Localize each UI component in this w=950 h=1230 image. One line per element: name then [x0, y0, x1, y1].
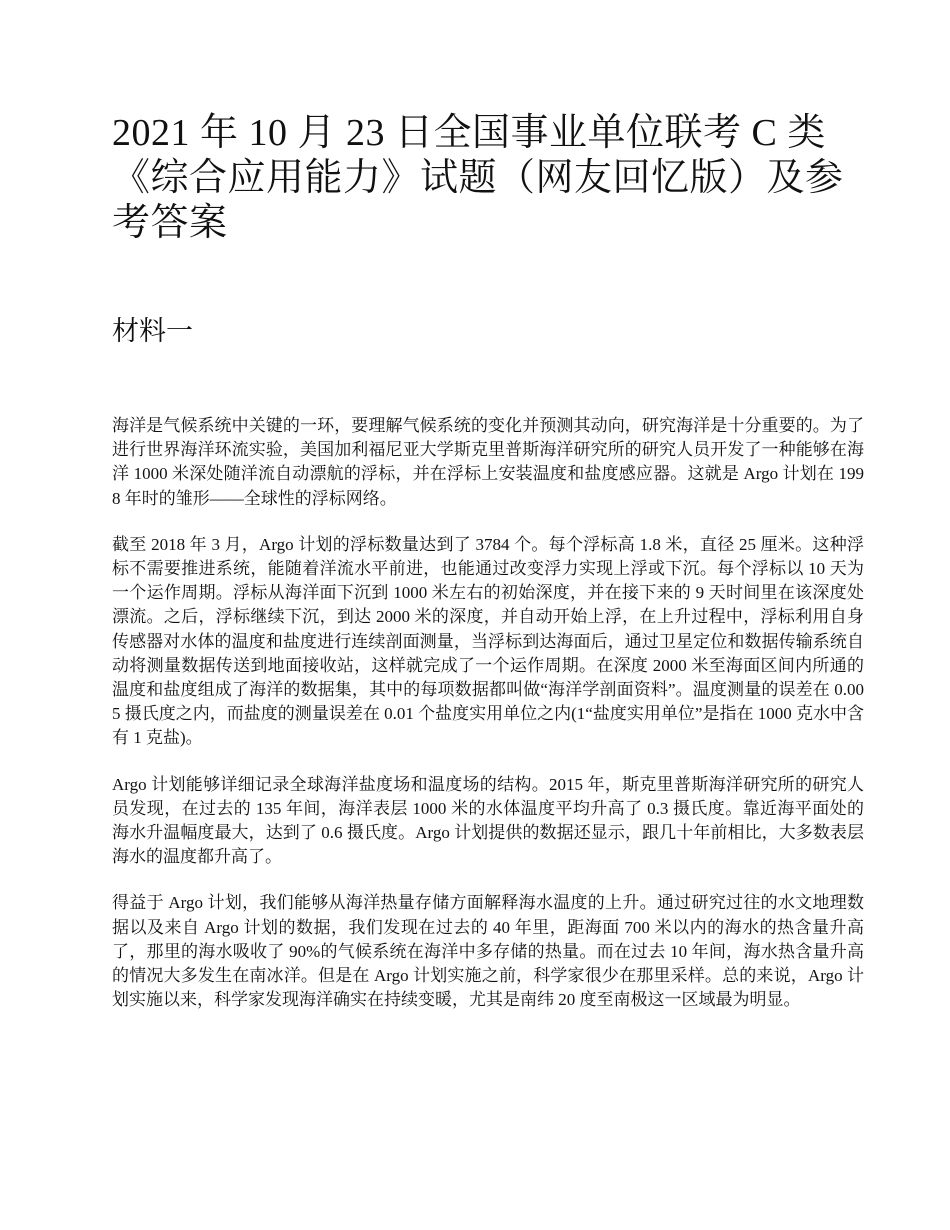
document-body — [112, 414, 864, 1034]
paragraph-2: 截至 2018 年 3 月，Argo 计划的浮标数量达到了 3784 个。每个浮标高 1.8 米，直径 25 厘米。这种浮标不需要推进系统，能随着洋流水平前进，也能通过改变浮力实现上浮或下沉。每个浮标以 10 天为一个运作周期。浮标从海洋面下沉到 1000 米左右的初始深度，并在接下来的 9 天时间里在该深度处漂流。之后，浮标继续下沉，到达 2000 米的深度，并自动开始上浮，在上升过程中，浮标利用自身传感器对水体的温度和盐度进行连续剖面测量，当浮标到达海面后，通过卫星定位和数据传输系统自动将测量数据传送到地面接收站，这样就完成了一个运作周期。在深度 2000 米至海面区间内所通的温度和盐度组成了海洋的数据集，其中的每项数据都叫做“海洋学剖面资料”。温度测量的误差在 0.005 摄氏度之内，而盐度的测量误差在 0.01 个盐度实用单位之内(1“盐度实用单位”是指在 1000 克水中含有 1 克盐)。 — [112, 534, 864, 748]
paragraph-4: 得益于 Argo 计划，我们能够从海洋热量存储方面解释海水温度的上升。通过研究过往的水文地理数据以及来自 Argo 计划的数据，我们发现在过去的 40 年里，距海面 700 米以内的海水的热含量升高了，那里的海水吸收了 90%的气候系统在海洋中多存储的热量。而在过去 10 年间，海水热含量升高的情况大多发生在南冰洋。但是在 Argo 计划实施之前，科学家很少在那里采样。总的来说，Argo 计划实施以来，科学家发现海洋确实在持续变暖，尤其是南纬 20 度至南极这一区域最为明显。 — [112, 893, 864, 1010]
paragraph-1: 海洋是气候系统中关键的一环，要理解气候系统的变化并预测其动向，研究海洋是十分重要的。为了进行世界海洋环流实验，美国加利福尼亚大学斯克里普斯海洋研究所的研究人员开发了一种能够在海洋 1000 米深处随洋流自动漂航的浮标，并在浮标上安装温度和盐度感应器。这就是 Argo 计划在 1998 年时的雏形——全球性的浮标网络。 — [112, 416, 864, 508]
paragraph-3: Argo 计划能够详细记录全球海洋盐度场和温度场的结构。2015 年，斯克里普斯海洋研究所的研究人员发现，在过去的 135 年间，海洋表层 1000 米的水体温度平均升高了 0.3 摄氏度。靠近海平面处的海水升温幅度最大，达到了 0.6 摄氏度。Argo 计划提供的数据还显示，跟几十年前相比，大多数表层海水的温度都升高了。 — [112, 774, 864, 867]
section-heading: 材料一 — [112, 316, 193, 346]
document-title: 2021 年 10 月 23 日全国事业单位联考 C 类《综合应用能力》试题（网友回忆版）及参考答案 — [112, 112, 844, 244]
